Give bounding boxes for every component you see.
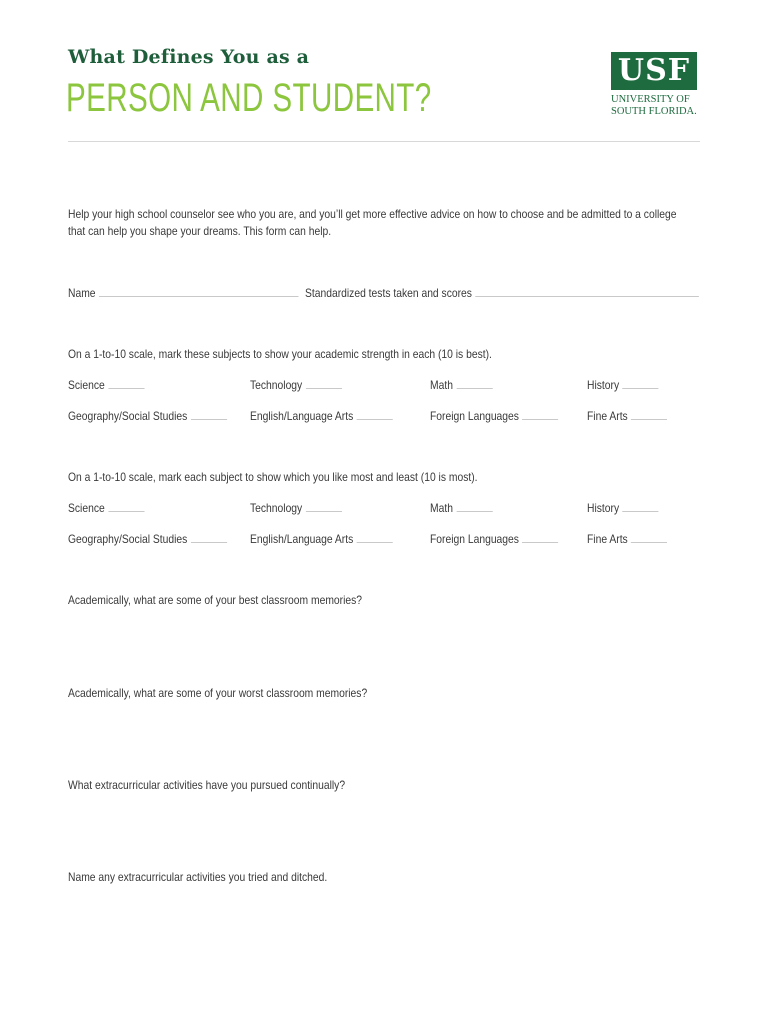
name-label: Name: [68, 286, 96, 300]
logo-line-1: UNIVERSITY OF: [611, 94, 690, 105]
s1-blank[interactable]: [522, 409, 558, 420]
s1-subject: Technology: [250, 378, 342, 392]
s2-subject: Fine Arts: [587, 532, 667, 546]
s2-subject: Technology: [250, 501, 342, 515]
logo-line-2: SOUTH FLORIDA.: [611, 106, 697, 117]
section2-prompt: On a 1-to-10 scale, mark each subject to show which you like most and least (10 is most).: [68, 470, 478, 484]
question-extracurricular-continued: What extracurricular activities have you pursued continually?: [68, 778, 346, 792]
s1-blank[interactable]: [623, 378, 659, 389]
name-field-group: [68, 286, 298, 300]
s2-subject: English/Language Arts: [250, 532, 393, 546]
intro-text: Help your high school counselor see who you are, and you’ll get more effective advice on how to choose and be admitted to a college that can help you shape your dreams. This form can help.: [68, 207, 677, 238]
kicker-heading: What Defines You as a: [68, 46, 310, 68]
s1-subject: Geography/Social Studies: [68, 409, 227, 423]
s2-blank[interactable]: [306, 501, 342, 512]
question-worst-memories: Academically, what are some of your worst classroom memories?: [68, 686, 368, 700]
s1-subject: English/Language Arts: [250, 409, 393, 423]
s1-subject: History: [587, 378, 659, 392]
s1-subject: Math: [430, 378, 493, 392]
logo-mark: USF: [611, 52, 697, 90]
s1-blank[interactable]: [456, 378, 492, 389]
tests-blank[interactable]: [475, 286, 699, 297]
s2-blank[interactable]: [631, 532, 667, 543]
s1-subject: Fine Arts: [587, 409, 667, 423]
header-divider: [68, 141, 700, 142]
s2-subject: Science: [68, 501, 144, 515]
name-blank[interactable]: [99, 286, 299, 297]
s2-blank[interactable]: [522, 532, 558, 543]
s1-blank[interactable]: [191, 409, 227, 420]
page-title: PERSON AND STUDENT?: [66, 76, 432, 120]
s2-blank[interactable]: [191, 532, 227, 543]
s1-blank[interactable]: [306, 378, 342, 389]
s2-subject: Foreign Languages: [430, 532, 559, 546]
s2-blank[interactable]: [456, 501, 492, 512]
tests-label: Standardized tests taken and scores: [305, 286, 472, 300]
section1-prompt: On a 1-to-10 scale, mark these subjects to show your academic strength in each (10 is best).: [68, 347, 492, 361]
s1-subject: Foreign Languages: [430, 409, 559, 423]
s2-subject: Geography/Social Studies: [68, 532, 227, 546]
question-best-memories: Academically, what are some of your best classroom memories?: [68, 593, 363, 607]
s1-blank[interactable]: [108, 378, 144, 389]
usf-logo: [611, 52, 703, 118]
tests-field-group: [305, 286, 699, 300]
s1-blank[interactable]: [357, 409, 393, 420]
s2-blank[interactable]: [357, 532, 393, 543]
question-extracurricular-ditched: Name any extracurricular activities you tried and ditched.: [68, 870, 328, 884]
s2-blank[interactable]: [108, 501, 144, 512]
s2-blank[interactable]: [623, 501, 659, 512]
s1-subject: Science: [68, 378, 144, 392]
s2-subject: History: [587, 501, 659, 515]
s1-blank[interactable]: [631, 409, 667, 420]
s2-subject: Math: [430, 501, 493, 515]
